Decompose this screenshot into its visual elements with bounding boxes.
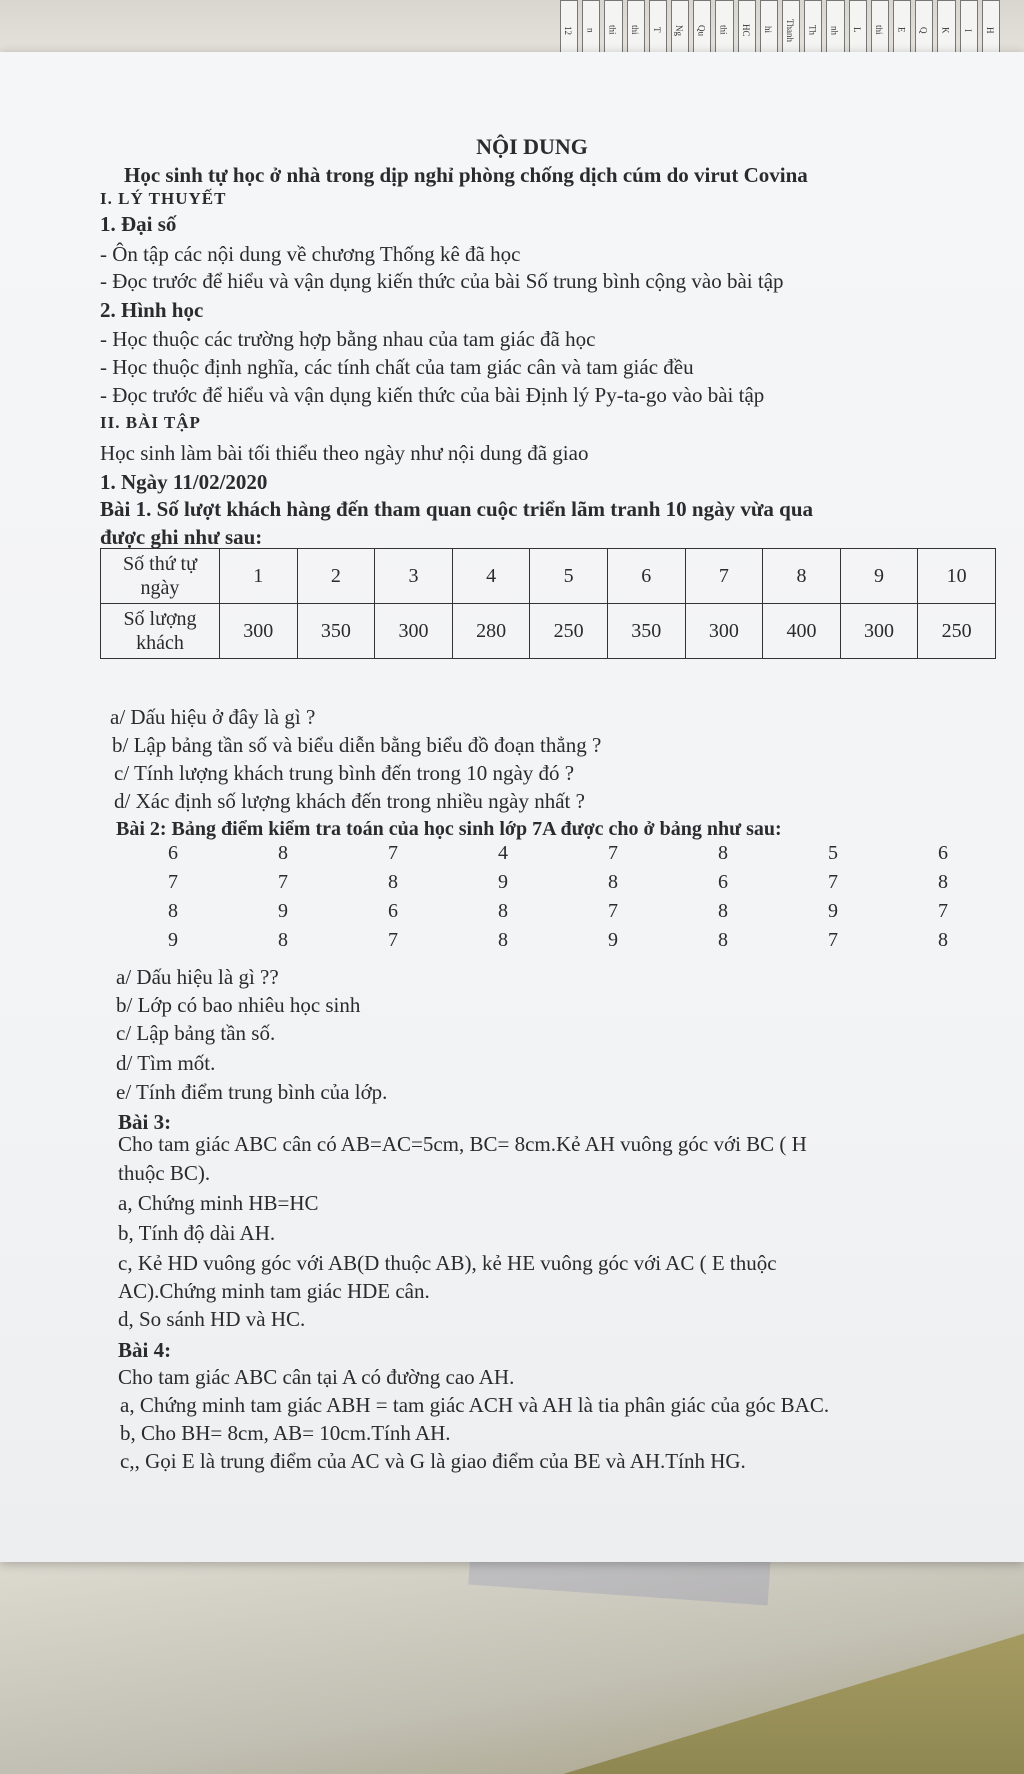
table-cell: 250 bbox=[530, 604, 608, 659]
bai3-line: thuộc BC). bbox=[118, 1161, 211, 1185]
list-item: - Học thuộc định nghĩa, các tính chất của tam giác cân và tam giác đều bbox=[100, 355, 694, 379]
binder-tab: thi bbox=[604, 0, 622, 60]
row-header bbox=[101, 549, 220, 604]
question-item: a/ Dấu hiệu là gì ?? bbox=[116, 965, 279, 989]
table-cell: 400 bbox=[763, 604, 841, 659]
bai4-line: c,, Gọi E là trung điểm của AC và G là giao điểm của BE và AH.Tính HG. bbox=[120, 1449, 746, 1473]
binder-tab: thi bbox=[715, 0, 733, 60]
grid-cell: 7 bbox=[168, 871, 178, 893]
binder-tab: L bbox=[849, 0, 867, 60]
list-item: - Đọc trước để hiểu và vận dụng kiến thức của bài Định lý Py-ta-go vào bài tập bbox=[100, 383, 765, 407]
binder-tab: Qu bbox=[693, 0, 711, 60]
grid-cell: 8 bbox=[278, 929, 288, 951]
grid-row bbox=[118, 871, 998, 900]
table-cell: 3 bbox=[375, 549, 453, 604]
grid-cell: 6 bbox=[718, 871, 728, 893]
binder-tab: I bbox=[960, 0, 978, 60]
grid-cell: 7 bbox=[938, 900, 948, 922]
binder-tab: T bbox=[649, 0, 667, 60]
grid-cell: 7 bbox=[388, 929, 398, 951]
grid-cell: 6 bbox=[168, 842, 178, 864]
binder-tab: H bbox=[982, 0, 1000, 60]
grid-cell: 7 bbox=[608, 900, 618, 922]
grid-cell: 9 bbox=[608, 929, 618, 951]
row-header-line: Số thứ tự bbox=[123, 553, 197, 575]
table-cell: 10 bbox=[918, 549, 996, 604]
table-cell: 9 bbox=[840, 549, 918, 604]
subsection-heading-geometry: 2. Hình học bbox=[100, 298, 204, 322]
table-row bbox=[101, 604, 996, 659]
bai1-heading-cont: được ghi như sau: bbox=[100, 525, 263, 549]
table-row bbox=[101, 549, 996, 604]
grid-cell: 8 bbox=[498, 929, 508, 951]
binder-tab: E bbox=[893, 0, 911, 60]
grid-cell: 7 bbox=[828, 929, 838, 951]
bai2-heading: Bài 2: Bảng điểm kiểm tra toán của học sinh lớp 7A được cho ở bảng như sau: bbox=[116, 818, 782, 840]
table-cell: 300 bbox=[840, 604, 918, 659]
bai3-line: c, Kẻ HD vuông góc với AB(D thuộc AB), kẻ HE vuông góc với AC ( E thuộc bbox=[118, 1251, 777, 1275]
bai3-line: a, Chứng minh HB=HC bbox=[118, 1191, 319, 1215]
section-heading-theory: I. LÝ THUYẾT bbox=[100, 189, 227, 208]
table-cell: 300 bbox=[220, 604, 298, 659]
binder-tab: thi bbox=[871, 0, 889, 60]
grid-cell: 8 bbox=[718, 929, 728, 951]
grid-cell: 7 bbox=[388, 842, 398, 864]
binder-tab: HC bbox=[738, 0, 756, 60]
grid-cell: 8 bbox=[938, 929, 948, 951]
bai4-heading: Bài 4: bbox=[118, 1338, 172, 1362]
grid-cell: 6 bbox=[388, 900, 398, 922]
binder-tab: Ng bbox=[671, 0, 689, 60]
table-cell: 1 bbox=[220, 549, 298, 604]
table-cell: 350 bbox=[297, 604, 375, 659]
bai4-line: b, Cho BH= 8cm, AB= 10cm.Tính AH. bbox=[120, 1421, 451, 1445]
table-cell: 8 bbox=[763, 549, 841, 604]
grid-cell: 8 bbox=[168, 900, 178, 922]
binder-tab: hi bbox=[760, 0, 778, 60]
list-item: - Ôn tập các nội dung về chương Thống kê đã học bbox=[100, 242, 521, 266]
grid-row bbox=[118, 929, 998, 958]
grid-cell: 9 bbox=[168, 929, 178, 951]
question-item: a/ Dấu hiệu ở đây là gì ? bbox=[110, 705, 316, 729]
binder-tab: Q bbox=[915, 0, 933, 60]
grid-cell: 8 bbox=[388, 871, 398, 893]
grid-cell: 9 bbox=[498, 871, 508, 893]
day-heading: 1. Ngày 11/02/2020 bbox=[100, 470, 268, 494]
binder-tab: Th bbox=[804, 0, 822, 60]
grid-cell: 8 bbox=[718, 842, 728, 864]
grid-row bbox=[118, 842, 998, 871]
row-header bbox=[101, 604, 220, 659]
table-cell: 300 bbox=[375, 604, 453, 659]
table-cell: 5 bbox=[530, 549, 608, 604]
score-grid bbox=[118, 842, 998, 958]
grid-cell: 9 bbox=[278, 900, 288, 922]
question-item: e/ Tính điểm trung bình của lớp. bbox=[116, 1080, 388, 1104]
grid-cell: 8 bbox=[938, 871, 948, 893]
grid-cell: 9 bbox=[828, 900, 838, 922]
bai1-heading: Bài 1. Số lượt khách hàng đến tham quan cuộc triển lãm tranh 10 ngày vừa qua bbox=[100, 497, 814, 521]
bai4-line: a, Chứng minh tam giác ABH = tam giác ACH và AH là tia phân giác của góc BAC. bbox=[120, 1393, 830, 1417]
question-item: d/ Xác định số lượng khách đến trong nhiều ngày nhất ? bbox=[114, 789, 585, 813]
binder-tab: K bbox=[937, 0, 955, 60]
page-subtitle: Học sinh tự học ở nhà trong dịp nghỉ phòng chống dịch cúm do virut Covina bbox=[124, 163, 808, 187]
grid-cell: 7 bbox=[608, 842, 618, 864]
grid-cell: 5 bbox=[828, 842, 838, 864]
table-cell: 6 bbox=[607, 549, 685, 604]
grid-cell: 8 bbox=[278, 842, 288, 864]
grid-cell: 4 bbox=[498, 842, 508, 864]
grid-cell: 7 bbox=[278, 871, 288, 893]
bai3-line: b, Tính độ dài AH. bbox=[118, 1221, 276, 1245]
bai3-line: Cho tam giác ABC cân có AB=AC=5cm, BC= 8cm.Kẻ AH vuông góc với BC ( H bbox=[118, 1132, 807, 1156]
table-cell: 300 bbox=[685, 604, 763, 659]
row-header-line: khách bbox=[136, 632, 184, 654]
bai4-line: Cho tam giác ABC cân tại A có đường cao AH. bbox=[118, 1365, 515, 1389]
question-item: b/ Lớp có bao nhiêu học sinh bbox=[116, 993, 361, 1017]
bai3-line: AC).Chứng minh tam giác HDE cân. bbox=[118, 1279, 430, 1303]
row-header-line: Số lượng bbox=[123, 608, 197, 630]
binder-tab: 12 bbox=[560, 0, 578, 60]
table-cell: 2 bbox=[297, 549, 375, 604]
list-item: - Đọc trước để hiểu và vận dụng kiến thức của bài Số trung bình cộng vào bài tập bbox=[100, 269, 784, 293]
grid-cell: 8 bbox=[718, 900, 728, 922]
visitor-table bbox=[100, 548, 996, 659]
list-item: - Học thuộc các trường hợp bằng nhau của tam giác đã học bbox=[100, 327, 596, 351]
grid-row bbox=[118, 900, 998, 929]
binder-tab: Thanh bbox=[782, 0, 800, 60]
section-heading-exercises: II. BÀI TẬP bbox=[100, 413, 201, 432]
grid-cell: 8 bbox=[608, 871, 618, 893]
grid-cell: 6 bbox=[938, 842, 948, 864]
row-header-line: ngày bbox=[140, 577, 180, 599]
subsection-heading-algebra: 1. Đại số bbox=[100, 212, 177, 236]
exercise-intro: Học sinh làm bài tối thiểu theo ngày như nội dung đã giao bbox=[100, 441, 589, 465]
table-cell: 250 bbox=[918, 604, 996, 659]
question-item: c/ Tính lượng khách trung bình đến trong 10 ngày đó ? bbox=[114, 761, 575, 785]
table-cell: 7 bbox=[685, 549, 763, 604]
question-item: d/ Tìm mốt. bbox=[116, 1051, 216, 1075]
binder-tab: thi bbox=[627, 0, 645, 60]
grid-cell: 7 bbox=[828, 871, 838, 893]
binder-tab: nh bbox=[826, 0, 844, 60]
question-item: b/ Lập bảng tần số và biểu diễn bằng biểu đồ đoạn thẳng ? bbox=[112, 733, 602, 757]
table-cell: 280 bbox=[452, 604, 530, 659]
bai3-heading: Bài 3: bbox=[118, 1110, 172, 1134]
question-item: c/ Lập bảng tần số. bbox=[116, 1021, 276, 1045]
table-cell: 4 bbox=[452, 549, 530, 604]
table-cell: 350 bbox=[607, 604, 685, 659]
binder-tab: n bbox=[582, 0, 600, 60]
bai3-line: d, So sánh HD và HC. bbox=[118, 1307, 306, 1331]
page-title: NỘI DUNG bbox=[476, 134, 588, 159]
grid-cell: 8 bbox=[498, 900, 508, 922]
